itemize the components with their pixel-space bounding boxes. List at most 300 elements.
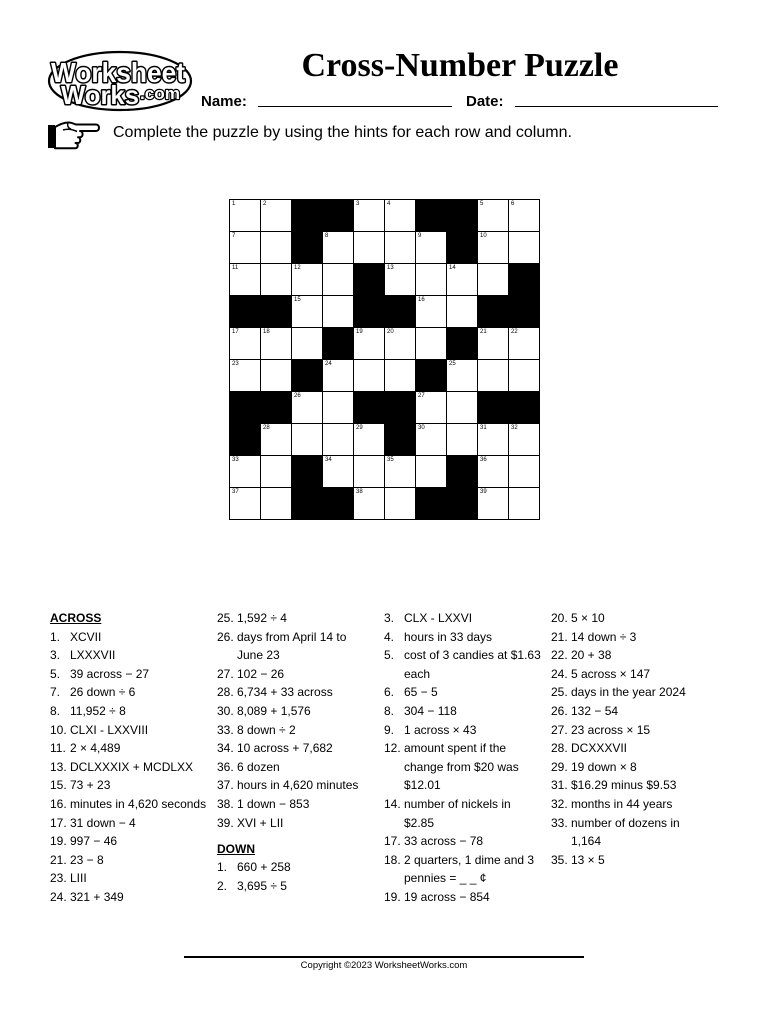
clue-number: 23. — [50, 871, 67, 886]
grid-cell — [230, 360, 261, 392]
clue-down-8 — [384, 702, 551, 721]
grid-cell — [230, 328, 261, 360]
cell-number: 31 — [480, 425, 487, 431]
clue-text — [237, 877, 287, 896]
cell-number: 23 — [232, 361, 239, 367]
clue-number: 1. — [50, 629, 61, 644]
clue-line: 660 + 258 — [237, 860, 291, 875]
clue-number: 21. — [551, 629, 568, 644]
clue-down-29 — [551, 758, 718, 777]
clue-number: 11. — [50, 741, 66, 756]
clue-number: 30. — [217, 703, 234, 718]
grid-cell — [385, 264, 416, 296]
cell-number: 13 — [387, 265, 394, 271]
clue-line: CLXI - LXXVIII — [70, 722, 149, 737]
clue-down-33 — [551, 814, 718, 851]
cell-number: 30 — [418, 425, 425, 431]
grid-cell — [416, 232, 447, 264]
grid-cell-black — [230, 424, 261, 456]
grid-cell — [385, 488, 416, 520]
clue-across-3 — [50, 646, 217, 665]
grid-cell — [354, 232, 385, 264]
clue-number: 27. — [217, 666, 234, 681]
grid-cell — [385, 200, 416, 232]
clue-line: 1 down − 853 — [237, 796, 310, 811]
grid-cell-black — [292, 360, 323, 392]
grid-cell — [230, 488, 261, 520]
grid-cell-black — [416, 200, 447, 232]
clue-number: 6. — [384, 685, 395, 700]
clue-down-28 — [551, 739, 718, 758]
clue-text — [571, 795, 672, 814]
clue-text — [571, 776, 676, 795]
cell-number: 36 — [480, 457, 487, 463]
clue-line: XVI + LII — [237, 815, 284, 830]
grid-cell — [292, 264, 323, 296]
grid-cell-black — [509, 264, 540, 296]
cell-number: 39 — [480, 489, 487, 495]
grid-cell — [261, 328, 292, 360]
cell-number: 20 — [387, 329, 394, 335]
clue-text — [404, 795, 511, 832]
clue-text — [404, 609, 472, 628]
grid-cell — [292, 424, 323, 456]
clue-line: amount spent if the — [404, 741, 507, 756]
clue-down-9 — [384, 721, 551, 740]
grid-cell-black — [509, 392, 540, 424]
clue-line: days from April 14 to — [237, 629, 347, 644]
clue-number: 3. — [384, 611, 395, 625]
clue-down-24 — [551, 665, 718, 684]
clue-line: 73 + 23 — [70, 778, 111, 793]
clue-line: XCVII — [70, 629, 102, 644]
clue-number: 27. — [551, 722, 568, 737]
grid-cell — [230, 264, 261, 296]
clue-number: 2. — [217, 878, 228, 893]
clue-across-28 — [217, 683, 384, 702]
clue-text — [237, 628, 346, 665]
clue-text — [571, 646, 611, 665]
grid-cell — [261, 264, 292, 296]
clue-down-2 — [217, 877, 384, 896]
clue-line: 8 down ÷ 2 — [237, 722, 296, 737]
clue-across-19 — [50, 832, 217, 851]
cell-number: 2 — [263, 201, 267, 207]
clue-number: 15. — [50, 778, 67, 793]
grid-cell — [509, 200, 540, 232]
clue-across-30 — [217, 702, 384, 721]
clue-across-7 — [50, 683, 217, 702]
grid-cell — [354, 328, 385, 360]
clue-number: 38. — [217, 796, 234, 811]
grid-cell — [261, 488, 292, 520]
clue-line: 1 across × 43 — [404, 722, 477, 737]
clue-number: 37. — [217, 778, 234, 793]
clue-text — [404, 646, 541, 683]
cell-number: 21 — [480, 329, 487, 335]
clue-text — [237, 758, 280, 777]
grid-cell-black — [447, 328, 478, 360]
cell-number: 4 — [387, 201, 391, 207]
clue-column — [217, 609, 384, 895]
grid-cell — [323, 232, 354, 264]
clue-line: 997 − 46 — [70, 834, 118, 849]
cell-number: 32 — [511, 425, 518, 431]
clue-line: each — [404, 666, 431, 681]
grid-cell — [478, 200, 509, 232]
clue-line: hours in 4,620 minutes — [237, 778, 359, 793]
clue-number: 20. — [551, 611, 568, 625]
clue-text — [571, 683, 686, 702]
clue-line: 304 − 118 — [404, 703, 457, 718]
grid-cell — [447, 296, 478, 328]
clue-number: 5. — [50, 666, 61, 681]
clue-down-32 — [551, 795, 718, 814]
clue-line: $2.85 — [404, 815, 435, 830]
grid-cell-black — [354, 392, 385, 424]
clue-across-21 — [50, 851, 217, 870]
grid-cell — [416, 328, 447, 360]
date-line — [515, 106, 718, 107]
clue-across-16 — [50, 795, 217, 814]
clue-text — [70, 795, 206, 814]
clue-line: 23 − 8 — [70, 852, 104, 867]
clue-across-34 — [217, 739, 384, 758]
grid-cell — [416, 424, 447, 456]
clue-down-19 — [384, 888, 551, 907]
clue-number: 24. — [50, 889, 67, 904]
clue-line: number of dozens in — [571, 815, 680, 830]
clue-text — [571, 665, 650, 684]
date-label: Date: — [466, 93, 504, 110]
grid-cell — [323, 296, 354, 328]
grid-cell-black — [292, 200, 323, 232]
clue-text — [70, 888, 124, 907]
clue-number: 1. — [217, 860, 228, 875]
clue-text — [404, 851, 534, 888]
name-line — [258, 106, 452, 107]
cell-number: 12 — [294, 265, 301, 271]
grid-cell — [416, 296, 447, 328]
clue-down-17 — [384, 832, 551, 851]
page-title: Cross-Number Puzzle — [301, 47, 619, 84]
clue-line: $12.01 — [404, 778, 441, 793]
grid-cell-black — [354, 264, 385, 296]
grid-cell-black — [292, 456, 323, 488]
clue-number: 17. — [50, 815, 67, 830]
grid-cell — [261, 232, 292, 264]
clue-line: hours in 33 days — [404, 629, 493, 644]
clue-number: 25. — [551, 685, 568, 700]
grid-cell-black — [509, 296, 540, 328]
clue-text — [404, 739, 519, 795]
clue-line: 2 quarters, 1 dime and 3 — [404, 852, 535, 867]
clue-number: 17. — [384, 834, 401, 849]
clue-text — [404, 888, 490, 907]
clue-across-11 — [50, 739, 217, 758]
clue-text — [237, 721, 296, 740]
grid-cell — [385, 360, 416, 392]
clue-down-4 — [384, 628, 551, 647]
clue-text — [70, 702, 126, 721]
grid-cell — [323, 456, 354, 488]
clue-down-27 — [551, 721, 718, 740]
across-heading: ACROSS — [50, 611, 102, 625]
grid-cell-black — [447, 488, 478, 520]
clue-number: 22. — [551, 648, 568, 663]
clue-text — [571, 609, 605, 628]
clue-line: 3,695 ÷ 5 — [237, 878, 287, 893]
clue-line: 14 down ÷ 3 — [571, 629, 637, 644]
grid-cell-black — [323, 200, 354, 232]
grid-cell-black — [292, 488, 323, 520]
clue-line: days in the year 2024 — [571, 685, 686, 700]
cell-number: 15 — [294, 297, 301, 303]
clue-text — [70, 739, 120, 758]
clue-across-33 — [217, 721, 384, 740]
grid-cell — [478, 264, 509, 296]
clue-line: 8,089 + 1,576 — [237, 703, 311, 718]
grid-cell — [354, 424, 385, 456]
clue-line: 5 across × 147 — [571, 666, 651, 681]
clue-line: 26 down ÷ 6 — [70, 685, 136, 700]
clue-down-21 — [551, 628, 718, 647]
name-label: Name: — [201, 93, 247, 110]
clue-across-17 — [50, 814, 217, 833]
clue-text — [571, 739, 627, 758]
copyright-text: Copyright ©2023 WorksheetWorks.com — [300, 960, 468, 971]
clue-down-12 — [384, 739, 551, 795]
clue-line: 321 + 349 — [70, 889, 124, 904]
cell-number: 18 — [263, 329, 270, 335]
clue-line: DCXXXVII — [571, 741, 628, 756]
clue-line: 19 down × 8 — [571, 759, 637, 774]
grid-cell-black — [416, 360, 447, 392]
clue-number: 14. — [384, 796, 401, 811]
clue-down-20 — [551, 609, 718, 628]
clue-across-25 — [217, 609, 384, 628]
grid-cell — [478, 232, 509, 264]
clue-number: 39. — [217, 815, 234, 830]
clue-across-13 — [50, 758, 217, 777]
logo-word-works: Works — [61, 80, 139, 110]
clue-number: 31. — [551, 778, 568, 793]
clue-number: 9. — [384, 722, 395, 737]
clue-text — [237, 776, 358, 795]
clue-line: 2 × 4,489 — [70, 741, 121, 756]
clue-line: 6 dozen — [237, 759, 280, 774]
clue-line: 23 across × 15 — [571, 722, 651, 737]
grid-cell — [323, 264, 354, 296]
clue-number: 19. — [50, 834, 67, 849]
cell-number: 5 — [480, 201, 484, 207]
clue-across-39 — [217, 814, 384, 833]
grid-cell — [230, 232, 261, 264]
grid-cell-black — [416, 488, 447, 520]
worksheetworks-logo — [46, 47, 194, 113]
clue-text — [237, 683, 333, 702]
clue-text — [237, 795, 309, 814]
grid-cell — [385, 328, 416, 360]
clue-line: DCLXXXIX + MCDLXX — [70, 759, 194, 774]
clue-line: minutes in 4,620 seconds — [70, 796, 207, 811]
grid-cell — [323, 360, 354, 392]
grid-cell — [385, 456, 416, 488]
clue-line: 102 − 26 — [237, 666, 285, 681]
grid-cell — [323, 392, 354, 424]
cell-number: 35 — [387, 457, 394, 463]
grid-cell — [509, 232, 540, 264]
clue-text — [70, 832, 117, 851]
clue-number: 3. — [50, 648, 61, 663]
clue-text — [571, 702, 618, 721]
clue-across-27 — [217, 665, 384, 684]
clue-text — [70, 628, 101, 647]
clue-line: LIII — [70, 871, 87, 886]
clue-down-3 — [384, 609, 551, 628]
clue-line: 20 + 38 — [571, 648, 612, 663]
cell-number: 14 — [449, 265, 456, 271]
cell-number: 8 — [325, 233, 329, 239]
grid-cell-black — [354, 296, 385, 328]
cell-number: 3 — [356, 201, 360, 207]
clue-number: 28. — [551, 741, 568, 756]
clue-down-26 — [551, 702, 718, 721]
clue-number: 19. — [384, 889, 401, 904]
clue-number: 34. — [217, 741, 234, 756]
clue-text — [571, 814, 680, 851]
grid-cell-black — [385, 296, 416, 328]
clue-across-38 — [217, 795, 384, 814]
grid-cell-black — [323, 488, 354, 520]
clue-across-10 — [50, 721, 217, 740]
clue-down-18 — [384, 851, 551, 888]
clue-number: 33. — [217, 722, 234, 737]
clue-text — [404, 721, 476, 740]
grid-cell — [478, 456, 509, 488]
grid-cell — [447, 264, 478, 296]
clue-number: 13. — [50, 759, 67, 774]
clue-across-36 — [217, 758, 384, 777]
clue-line: pennies = _ _ ¢ — [404, 871, 487, 886]
grid-cell — [416, 456, 447, 488]
clue-line: 132 − 54 — [571, 703, 619, 718]
cell-number: 37 — [232, 489, 239, 495]
grid-cell — [509, 328, 540, 360]
clue-text — [70, 776, 110, 795]
clue-line: 31 down − 4 — [70, 815, 136, 830]
cell-number: 33 — [232, 457, 239, 463]
grid-cell — [261, 360, 292, 392]
grid-cell-black — [478, 392, 509, 424]
cell-number: 34 — [325, 457, 332, 463]
clue-text — [70, 646, 115, 665]
clue-line: 33 across − 78 — [404, 834, 484, 849]
clue-number: 24. — [551, 666, 568, 681]
grid-cell — [447, 392, 478, 424]
clue-down-6 — [384, 683, 551, 702]
clue-number: 36. — [217, 759, 234, 774]
clue-text — [237, 858, 291, 877]
clue-line: 1,164 — [571, 834, 602, 849]
clue-text — [571, 851, 605, 870]
clue-text — [70, 665, 149, 684]
clue-text — [237, 814, 283, 833]
clue-across-8 — [50, 702, 217, 721]
cell-number: 16 — [418, 297, 425, 303]
grid-cell — [509, 456, 540, 488]
cell-number: 27 — [418, 393, 425, 399]
clue-line: 1,592 ÷ 4 — [237, 611, 287, 625]
pointing-hand-icon — [46, 119, 102, 151]
clue-line: change from $20 was — [404, 759, 519, 774]
clue-text — [237, 702, 311, 721]
clue-line: 11,952 ÷ 8 — [70, 703, 126, 718]
grid-cell-black — [447, 456, 478, 488]
clue-across-24 — [50, 888, 217, 907]
clue-line: cost of 3 candies at $1.63 — [404, 648, 541, 663]
grid-cell-black — [478, 296, 509, 328]
clue-line: 65 − 5 — [404, 685, 438, 700]
cell-number: 22 — [511, 329, 518, 335]
clue-text — [70, 851, 104, 870]
clue-line: 13 × 5 — [571, 852, 605, 867]
clue-line: 5 × 10 — [571, 611, 605, 625]
grid-cell-black — [385, 392, 416, 424]
clue-across-26 — [217, 628, 384, 665]
clue-down-25 — [551, 683, 718, 702]
clue-text — [571, 628, 636, 647]
clue-number: 8. — [50, 703, 61, 718]
clue-text — [404, 832, 483, 851]
cell-number: 17 — [232, 329, 239, 335]
grid-cell-black — [447, 200, 478, 232]
grid-cell-black — [292, 232, 323, 264]
clue-number: 25. — [217, 611, 234, 625]
clue-line: CLX - LXXVI — [404, 611, 473, 625]
clue-number: 26. — [217, 629, 234, 644]
grid-cell-black — [447, 232, 478, 264]
grid-cell — [354, 360, 385, 392]
grid-cell — [354, 488, 385, 520]
cell-number: 38 — [356, 489, 363, 495]
grid-cell — [416, 392, 447, 424]
clue-across-23 — [50, 869, 217, 888]
cell-number: 9 — [418, 233, 422, 239]
clue-down-31 — [551, 776, 718, 795]
grid-cell — [447, 424, 478, 456]
cell-number: 19 — [356, 329, 363, 335]
grid-cell — [230, 456, 261, 488]
cell-number: 26 — [294, 393, 301, 399]
clue-list — [50, 609, 730, 909]
clue-number: 18. — [384, 852, 401, 867]
logo-word-worksheet: Worksheet — [51, 57, 185, 88]
clue-down-22 — [551, 646, 718, 665]
footer-divider — [184, 956, 584, 958]
grid-cell — [292, 296, 323, 328]
logo-suffix-com: .com — [140, 84, 180, 103]
cell-number: 11 — [232, 265, 239, 271]
grid-cell-black — [261, 296, 292, 328]
grid-cell — [509, 488, 540, 520]
clue-across-15 — [50, 776, 217, 795]
clue-line: months in 44 years — [571, 796, 673, 811]
clue-text — [70, 814, 136, 833]
grid-cell-black — [385, 424, 416, 456]
grid-cell — [323, 424, 354, 456]
clue-across-5 — [50, 665, 217, 684]
